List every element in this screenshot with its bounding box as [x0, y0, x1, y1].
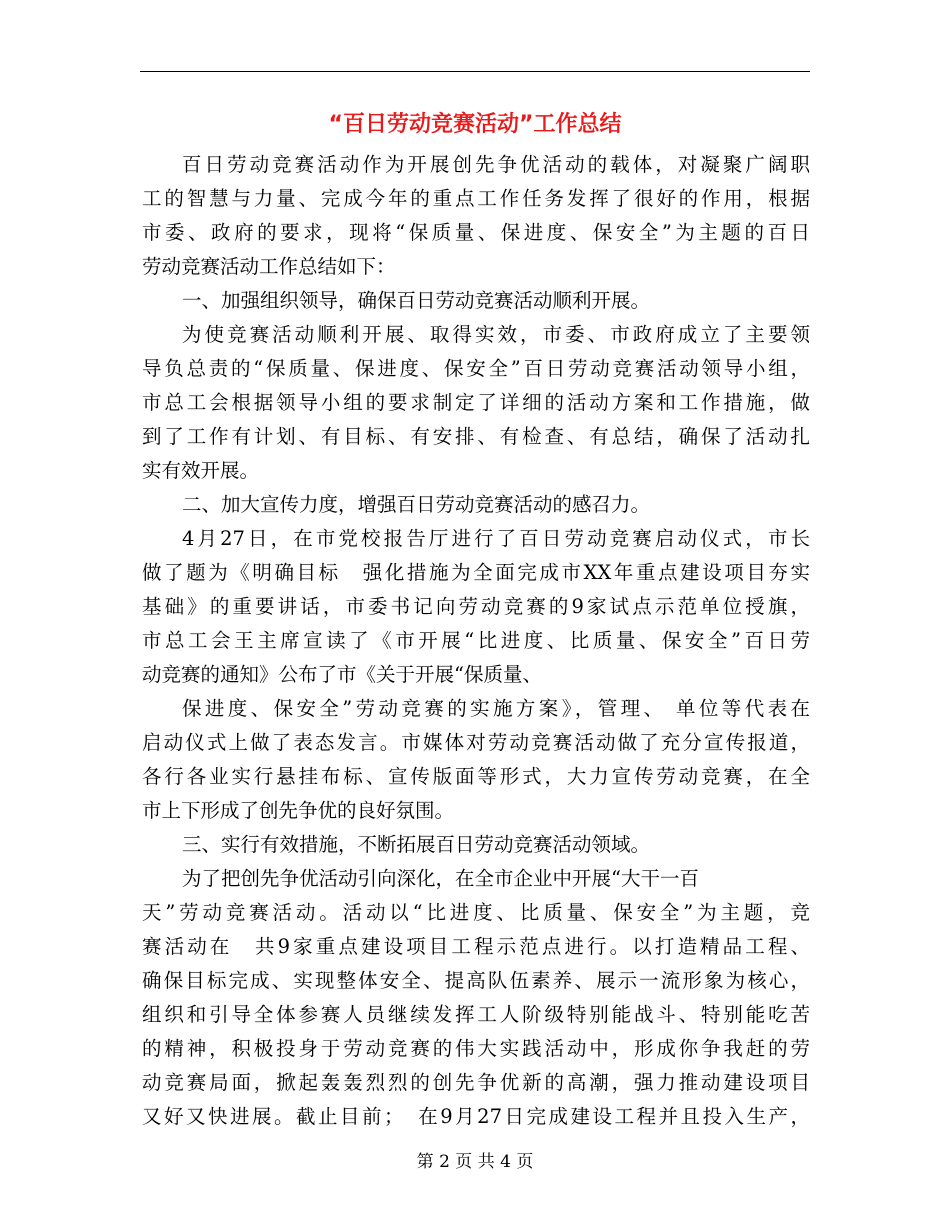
text-line: 百日劳动竞赛活动作为开展创先争优活动的载体，对凝聚广阔职	[182, 153, 810, 176]
text-line: 组织和引导全体参赛人员继续发挥工人阶级特别能战斗、特别能吃苦	[142, 1003, 810, 1026]
text-line: 市总工会根据领导小组的要求制定了详细的活动方案和工作措施，做	[142, 391, 810, 414]
text-line: 确保目标完成、实现整体安全、提高队伍素养、展示一流形象为核心，	[142, 969, 810, 992]
text-line: 启动仪式上做了表态发言。市媒体对劳动竞赛活动做了充分宣传报道，	[142, 731, 810, 754]
text-line: 为了把创先争优活动引向深化，在全市企业中开展“大干一百	[182, 867, 699, 890]
text-line: 二、加大宣传力度，增强百日劳动竞赛活动的感召力。	[182, 493, 651, 516]
document-title: “百日劳动竞赛活动”工作总结	[328, 112, 622, 137]
text-line: 市总工会王主席宣读了《市开展“比进度、比质量、保安全”百日劳	[142, 629, 810, 652]
text-line: 到了工作有计划、有目标、有安排、有检查、有总结，确保了活动扎	[142, 425, 810, 448]
text-line: 市委、政府的要求，现将“保质量、保进度、保安全”为主题的百日	[142, 221, 810, 244]
text-line: 劳动竞赛活动工作总结如下：	[142, 255, 396, 278]
text-line: 为使竞赛活动顺利开展、取得实效，市委、市政府成立了主要领	[182, 323, 810, 346]
text-line: 工的智慧与力量、完成今年的重点工作任务发挥了很好的作用，根据	[142, 187, 810, 210]
text-line: 动竞赛局面，掀起轰轰烈烈的创先争优新的高潮，强力推动建设项目	[142, 1071, 810, 1094]
text-line: 市上下形成了创先争优的良好氛围。	[142, 799, 455, 822]
text-line: 的精神，积极投身于劳动竞赛的伟大实践活动中，形成你争我赶的劳	[142, 1037, 810, 1060]
text-line: 各行各业实行悬挂布标、宣传版面等形式，大力宣传劳动竞赛，在全	[142, 765, 810, 788]
text-line: 又好又快进展。截止目前； 在9月27日完成建设工程并且投入生产，	[142, 1105, 810, 1128]
text-line: 赛活动在 共9家重点建设项目工程示范点进行。以打造精品工程、	[142, 935, 810, 958]
text-line: 保进度、保安全”劳动竞赛的实施方案》，管理、 单位等代表在	[182, 697, 810, 720]
text-line: 天”劳动竞赛活动。活动以“比进度、比质量、保安全”为主题，竞	[142, 901, 810, 924]
header-rule	[140, 71, 810, 72]
text-line: 基础》的重要讲话，市委书记向劳动竞赛的9家试点示范单位授旗，	[142, 595, 810, 618]
text-line: 导负总责的“保质量、保进度、保安全”百日劳动竞赛活动领导小组，	[142, 357, 810, 380]
text-line: 4月27日，在市党校报告厅进行了百日劳动竞赛启动仪式，市长	[182, 527, 810, 550]
text-line: 动竞赛的通知》公布了市《关于开展“保质量、	[142, 663, 542, 686]
document-body	[142, 148, 810, 1134]
text-line: 做了题为《明确目标 强化措施为全面完成市XX年重点建设项目夯实	[142, 561, 810, 584]
page-number-footer: 第 2 页 共 4 页	[416, 1152, 534, 1172]
text-line: 三、实行有效措施，不断拓展百日劳动竞赛活动领域。	[182, 833, 651, 856]
text-line: 一、加强组织领导，确保百日劳动竞赛活动顺利开展。	[182, 289, 651, 312]
text-line: 实有效开展。	[142, 459, 260, 482]
